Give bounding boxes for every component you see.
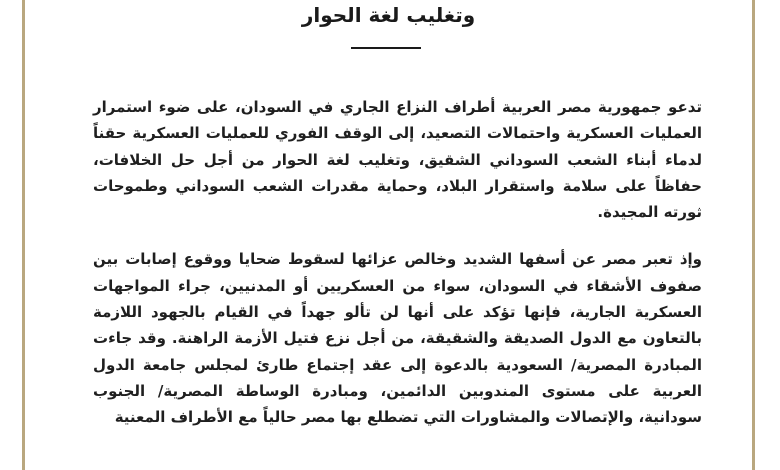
paragraph-1: تدعو جمهورية مصر العربية أطراف النزاع الجاري في السودان، على ضوء استمرار العمليات العسكرية واحتمالات التصعيد، إلى الوقف الفوري للعمليات العسكرية حقناً لدماء أبناء الشعب السوداني الشقيق، وتغليب لغة الحوار من أجل حل الخلافات، حفاظاً على سلامة واستقرار البلاد، وحماية مقدرات الشعب السوداني وطموحات ثورته المجيدة. (93, 98, 702, 222)
document-page (25, 0, 752, 470)
page-border-right (752, 0, 755, 470)
paragraph-2: وإذ تعبر مصر عن أسفها الشديد وخالص عزائها لسقوط ضحايا ووقوع إصابات بين صفوف الأشقاء في السودان، سواء من العسكريين أو المدنيين، جراء المواجهات العسكرية الجارية، فإنها تؤكد على أنها لن تألو جهداً في القيام بالجهود اللازمة بالتعاون مع الدول الصديقة والشقيقة، من أجل نزع فتيل الأزمة الراهنة. وقد جاءت المبادرة المصرية/ السعودية بالدعوة إلى عقد إجتماع طارئ لمجلس جامعة الدول العربية على مستوى المندوبين الدائمين، ومبادرة الوساطة المصرية/ الجنوب سودانية، والإتصالات والمشاورات التي تضطلع بها مصر حالياً مع الأطراف المعنية (93, 250, 702, 427)
document-body (93, 94, 702, 452)
heading-divider (351, 47, 421, 49)
document-heading: وتغليب لغة الحوار (301, 3, 476, 27)
